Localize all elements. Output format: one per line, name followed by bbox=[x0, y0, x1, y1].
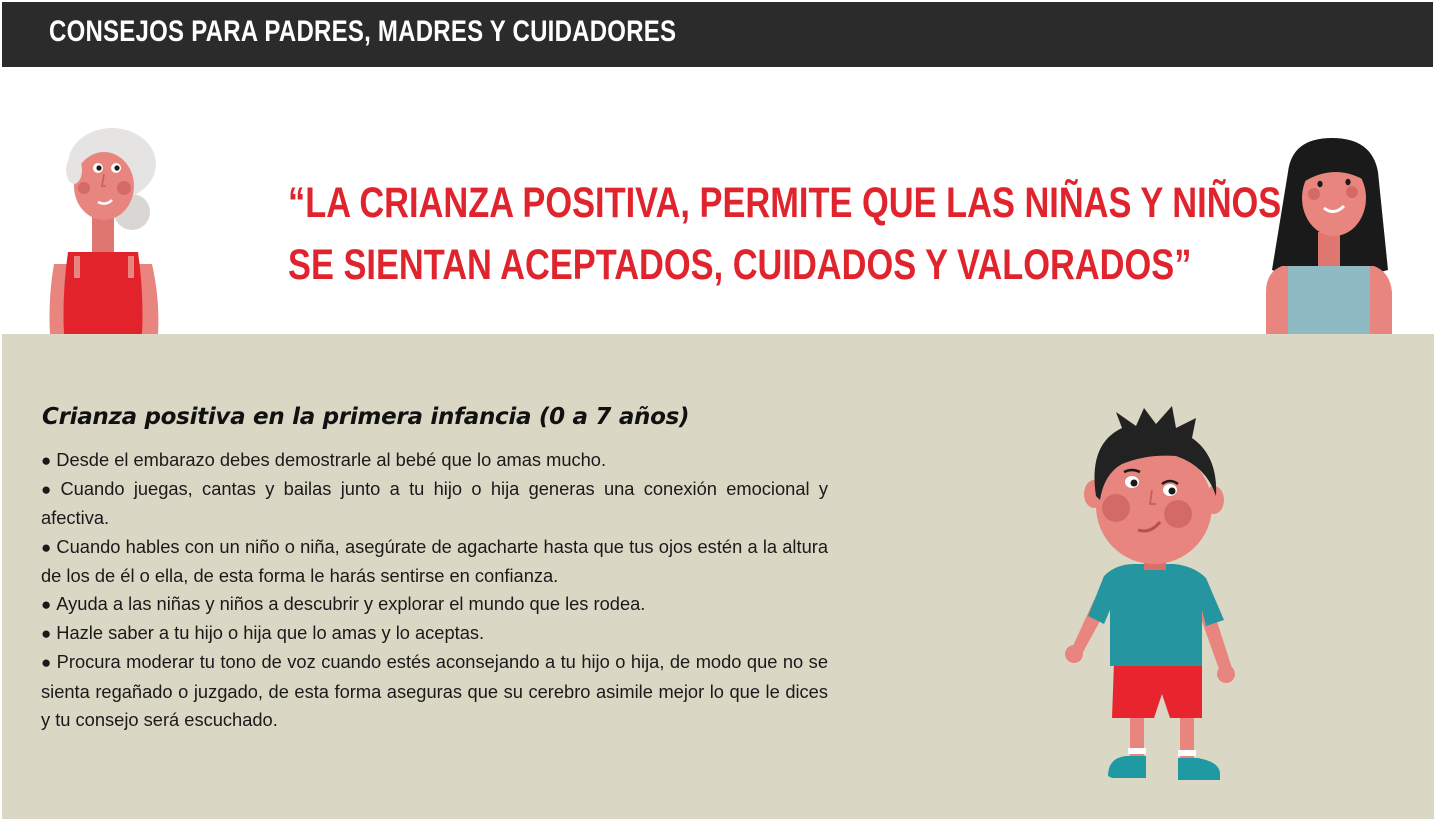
bullet-icon: ● bbox=[41, 653, 52, 673]
list-item bbox=[41, 475, 828, 532]
quote-line-1: “LA CRIANZA POSITIVA, PERMITE QUE LAS NIÑAS Y NIÑOS bbox=[288, 179, 1282, 227]
quote bbox=[180, 172, 1282, 296]
tip-text: Procura moderar tu tono de voz cuando estés aconsejando a tu hijo o hija, de modo que no se sienta regañado o juzgado, de esta forma aseguras que su cerebro asimile mejor lo que le dices y tu consejo será escuchado. bbox=[41, 651, 828, 730]
bullet-icon: ● bbox=[41, 537, 52, 557]
section-title: Crianza positiva en la primera infancia (0 a 7 años) bbox=[42, 404, 690, 430]
bullet-icon: ● bbox=[41, 595, 52, 615]
list-item bbox=[41, 446, 828, 475]
tip-text: Desde el embarazo debes demostrarle al bebé que lo amas mucho. bbox=[56, 449, 607, 470]
tip-text: Ayuda a las niñas y niños a descubrir y explorar el mundo que les rodea. bbox=[56, 593, 646, 615]
list-item bbox=[41, 619, 828, 648]
bullet-icon: ● bbox=[41, 451, 52, 470]
list-item bbox=[41, 590, 828, 619]
tips-list bbox=[41, 446, 828, 734]
tip-text: Hazle saber a tu hijo o hija que lo amas y lo aceptas. bbox=[56, 622, 485, 644]
bullet-icon: ● bbox=[41, 624, 52, 644]
header-title: CONSEJOS PARA PADRES, MADRES Y CUIDADORES bbox=[49, 15, 677, 48]
header-bar bbox=[2, 2, 1433, 67]
boy-illustration bbox=[1060, 404, 1240, 784]
tip-text: Cuando juegas, cantas y bailas junto a tu hijo o hija generas una conexión emocional y afectiva. bbox=[41, 478, 828, 529]
grandmother-illustration bbox=[40, 124, 170, 334]
quote-line-2: SE SIENTAN ACEPTADOS, CUIDADOS Y VALORADOS” bbox=[288, 241, 1192, 289]
bullet-icon: ● bbox=[41, 480, 56, 500]
woman-illustration bbox=[1258, 132, 1398, 334]
list-item bbox=[41, 648, 828, 734]
list-item bbox=[41, 533, 828, 590]
tip-text: Cuando hables con un niño o niña, asegúrate de agacharte hasta que tus ojos estén a la altura de los de él o ella, de esta forma le harás sentirse en confianza. bbox=[41, 535, 828, 586]
